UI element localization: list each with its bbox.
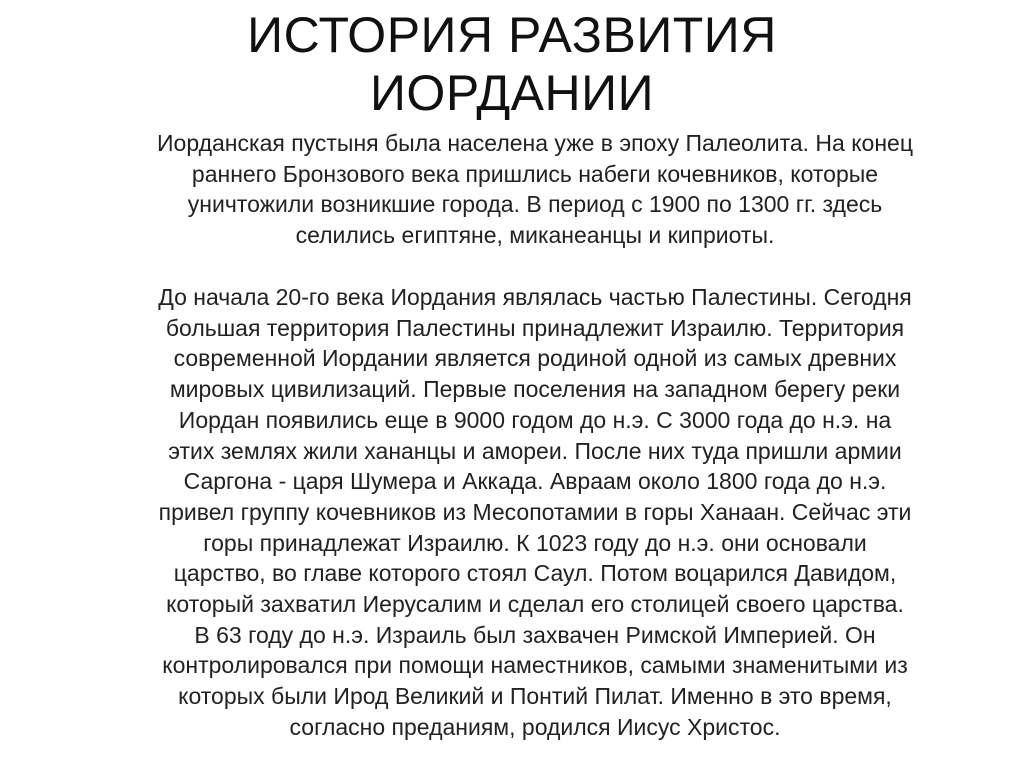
text-line: большая территория Палестины принадлежит Израилю. Территория: [165, 314, 905, 341]
paragraph-intro: [95, 128, 975, 251]
text-line: селились египтяне, миканеанцы и киприоты.: [295, 222, 775, 249]
text-line: который захватил Иерусалим и сделал его столицей своего царства.: [166, 591, 904, 618]
text-line: уничтожили возникшие города. В период с 1900 по 1300 гг. здесь: [187, 191, 883, 218]
text-line: мировых цивилизаций. Первые поселения на западном берегу реки: [169, 376, 901, 403]
slide-title: [80, 6, 944, 122]
text-line: раннего Бронзового века пришлись набеги кочевников, которые: [191, 160, 879, 187]
paragraph-history: [95, 282, 975, 743]
text-line: современной Иордании является родиной одной из самых древних: [173, 345, 897, 372]
title-line: ИСТОРИЯ РАЗВИТИЯ: [247, 7, 777, 63]
text-line: привел группу кочевников из Месопотамии в горы Ханаан. Сейчас эти: [158, 498, 912, 525]
text-line: В 63 году до н.э. Израиль был захвачен Римской Империей. Он: [194, 621, 876, 648]
text-line: Иордан появились еще в 9000 годом до н.э. С 3000 года до н.э. на: [178, 406, 892, 433]
text-line: которых были Ирод Великий и Понтий Пилат. Именно в это время,: [178, 683, 892, 710]
text-line: согласно преданиям, родился Иисус Христос.: [289, 713, 781, 740]
text-line: царство, во главе которого стоял Саул. Потом воцарился Давидом,: [173, 560, 897, 587]
text-line: контролировался при помощи наместников, самыми знаменитыми из: [162, 652, 908, 679]
text-line: До начала 20-го века Иордания являлась частью Палестины. Сегодня: [158, 284, 912, 310]
title-line: ИОРДАНИИ: [369, 65, 655, 121]
text-line: этих землях жили хананцы и амореи. После них туда пришли армии: [168, 437, 902, 464]
text-line: горы принадлежат Израилю. К 1023 году до н.э. они основали: [203, 529, 867, 556]
text-line: Иорданская пустыня была населена уже в эпоху Палеолита. На конец: [157, 130, 913, 156]
text-line: Саргона - царя Шумера и Аккада. Авраам около 1800 года до н.э.: [183, 468, 887, 495]
